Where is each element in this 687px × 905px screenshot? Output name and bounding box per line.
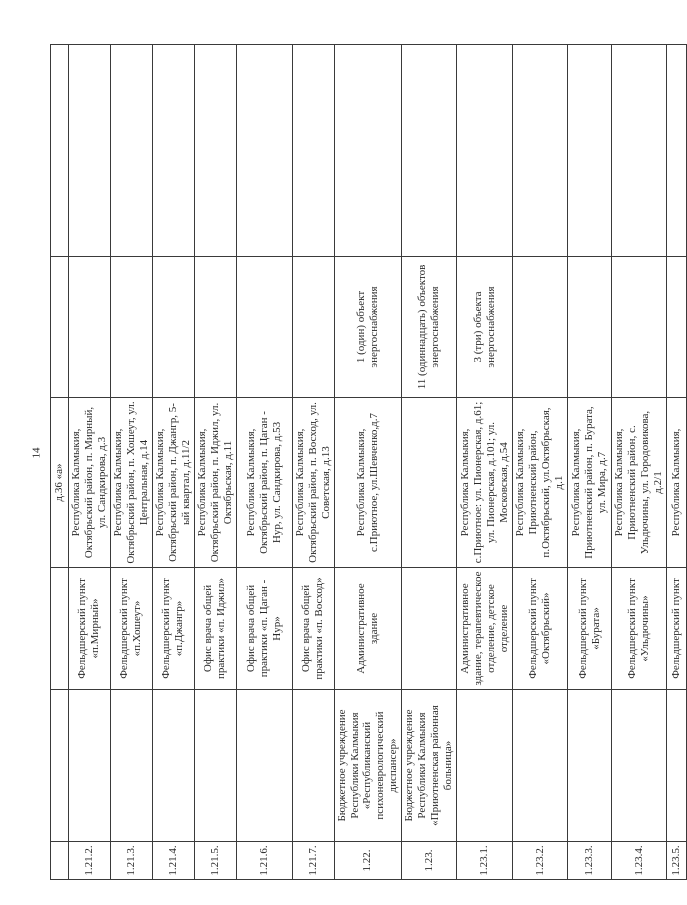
table-row xyxy=(334,45,402,880)
object-name-cell: Офис врача общей практики «п. Иджил» xyxy=(194,568,236,690)
extra-cell xyxy=(152,45,194,257)
table-row xyxy=(152,45,194,880)
row-number: 1.23.3. xyxy=(568,842,612,880)
row-number: 1.21.6. xyxy=(236,842,292,880)
objects-table xyxy=(50,44,687,880)
extra-cell xyxy=(292,45,334,257)
object-count-cell xyxy=(612,257,667,398)
object-count-cell xyxy=(152,257,194,398)
object-count-cell: 3 (три) объекта энергоснабжения xyxy=(457,257,513,398)
row-number: 1.23. xyxy=(402,842,457,880)
rotated-table-page xyxy=(50,45,683,880)
extra-cell xyxy=(568,45,612,257)
object-name-cell: Административное здание, терапевтическое отделение, детское отделение xyxy=(457,568,513,690)
organization-cell xyxy=(110,690,152,842)
table-row xyxy=(194,45,236,880)
extra-cell xyxy=(402,45,457,257)
object-name-cell xyxy=(402,568,457,690)
organization-cell xyxy=(568,690,612,842)
table-row xyxy=(69,45,111,880)
object-count-cell: 11 (одиннадцать) объектов энергоснабжения xyxy=(402,257,457,398)
row-number: 1.21.7. xyxy=(292,842,334,880)
object-name-cell: Фельдшерский пункт xyxy=(667,568,687,690)
object-count-cell xyxy=(568,257,612,398)
object-count-cell: 1 (один) объект энергоснабжения xyxy=(334,257,402,398)
organization-cell xyxy=(667,690,687,842)
address-cell: Республика Калмыкия, Октябрьский район, п. Иджил, ул. Октябрьская, д.11 xyxy=(194,398,236,568)
organization-cell xyxy=(194,690,236,842)
address-cell: Республика Калмыкия, xyxy=(667,398,687,568)
object-name-cell xyxy=(51,568,69,690)
row-number: 1.21.5. xyxy=(194,842,236,880)
row-number: 1.23.5. xyxy=(667,842,687,880)
row-number: 1.23.2. xyxy=(513,842,568,880)
extra-cell xyxy=(667,45,687,257)
table-row xyxy=(402,45,457,880)
address-cell: Республика Калмыкия, с.Приютное: ул. Пионерская, д.61; ул. Пионерская, д.101; ул. Московская, д.54 xyxy=(457,398,513,568)
object-count-cell xyxy=(194,257,236,398)
object-name-cell: Фельдшерский пункт «п.Хошеут» xyxy=(110,568,152,690)
object-count-cell xyxy=(51,257,69,398)
object-name-cell: Фельдшерский пункт «Ульдючины» xyxy=(612,568,667,690)
object-count-cell xyxy=(667,257,687,398)
address-cell: Республика Калмыкия, Приютненский район, п.Октябрьский, ул.Октябрьская, д.1 xyxy=(513,398,568,568)
extra-cell xyxy=(334,45,402,257)
table-row xyxy=(51,45,69,880)
organization-cell xyxy=(457,690,513,842)
table-row xyxy=(513,45,568,880)
row-number: 1.21.4. xyxy=(152,842,194,880)
table-row xyxy=(292,45,334,880)
extra-cell xyxy=(513,45,568,257)
address-cell: д.36 «а» xyxy=(51,398,69,568)
organization-cell: Бюджетное учреждение Республики Калмыкия «Республиканский психоневрологический диспансер» xyxy=(334,690,402,842)
table-row xyxy=(110,45,152,880)
organization-cell xyxy=(51,690,69,842)
extra-cell xyxy=(236,45,292,257)
organization-cell xyxy=(513,690,568,842)
address-cell: Республика Калмыкия, Приютненский район, п. Бурата, ул. Мира, д.7 xyxy=(568,398,612,568)
table-row xyxy=(612,45,667,880)
object-name-cell: Административное здание xyxy=(334,568,402,690)
object-name-cell: Офис врача общей практики «п. Цаган - Нур» xyxy=(236,568,292,690)
address-cell: Республика Калмыкия, с.Приютное, ул.Шевченко,д.7 xyxy=(334,398,402,568)
object-count-cell xyxy=(513,257,568,398)
extra-cell xyxy=(69,45,111,257)
object-count-cell xyxy=(236,257,292,398)
address-cell: Республика Калмыкия, Октябрьский район, п. Хошеут, ул. Центральная, д.14 xyxy=(110,398,152,568)
object-name-cell: Офис врача общей практики «п. Восход» xyxy=(292,568,334,690)
table-row xyxy=(236,45,292,880)
organization-cell xyxy=(152,690,194,842)
extra-cell xyxy=(110,45,152,257)
object-name-cell: Фельдшерский пункт «п.Мирный» xyxy=(69,568,111,690)
row-number: 1.23.4. xyxy=(612,842,667,880)
page-number: 14 xyxy=(30,447,43,459)
row-number: 1.22. xyxy=(334,842,402,880)
organization-cell xyxy=(69,690,111,842)
extra-cell xyxy=(457,45,513,257)
organization-cell xyxy=(292,690,334,842)
table-row xyxy=(667,45,687,880)
organization-cell xyxy=(236,690,292,842)
address-cell xyxy=(402,398,457,568)
table-row xyxy=(457,45,513,880)
address-cell: Республика Калмыкия, Приютненский район, с. Ульдючины, ул. Городовикова, д.2/1 xyxy=(612,398,667,568)
object-count-cell xyxy=(69,257,111,398)
extra-cell xyxy=(194,45,236,257)
object-count-cell xyxy=(292,257,334,398)
row-number: 1.23.1. xyxy=(457,842,513,880)
extra-cell xyxy=(612,45,667,257)
row-number xyxy=(51,842,69,880)
address-cell: Республика Калмыкия, Октябрьский район, п. Мирный, ул. Сандкирова, д.3 xyxy=(69,398,111,568)
extra-cell xyxy=(51,45,69,257)
object-name-cell: Фельдшерский пункт «Бурата» xyxy=(568,568,612,690)
table-row xyxy=(568,45,612,880)
object-name-cell: Фельдшерский пункт «п.Джангр» xyxy=(152,568,194,690)
address-cell: Республика Калмыкия, Октябрьский район, п. Джангр, 5-ый квартал, д.11/2 xyxy=(152,398,194,568)
row-number: 1.21.2. xyxy=(69,842,111,880)
object-name-cell: Фельдшерский пункт «Октябрьский» xyxy=(513,568,568,690)
organization-cell: Бюджетное учреждение Республики Калмыкия «Приютненская районная больница» xyxy=(402,690,457,842)
address-cell: Республика Калмыкия, Октябрьский район, п. Восход, ул. Советская, д.13 xyxy=(292,398,334,568)
object-count-cell xyxy=(110,257,152,398)
address-cell: Республика Калмыкия, Октябрьский район, п. Цаган - Нур, ул. Сандкирова, д.53 xyxy=(236,398,292,568)
row-number: 1.21.3. xyxy=(110,842,152,880)
organization-cell xyxy=(612,690,667,842)
